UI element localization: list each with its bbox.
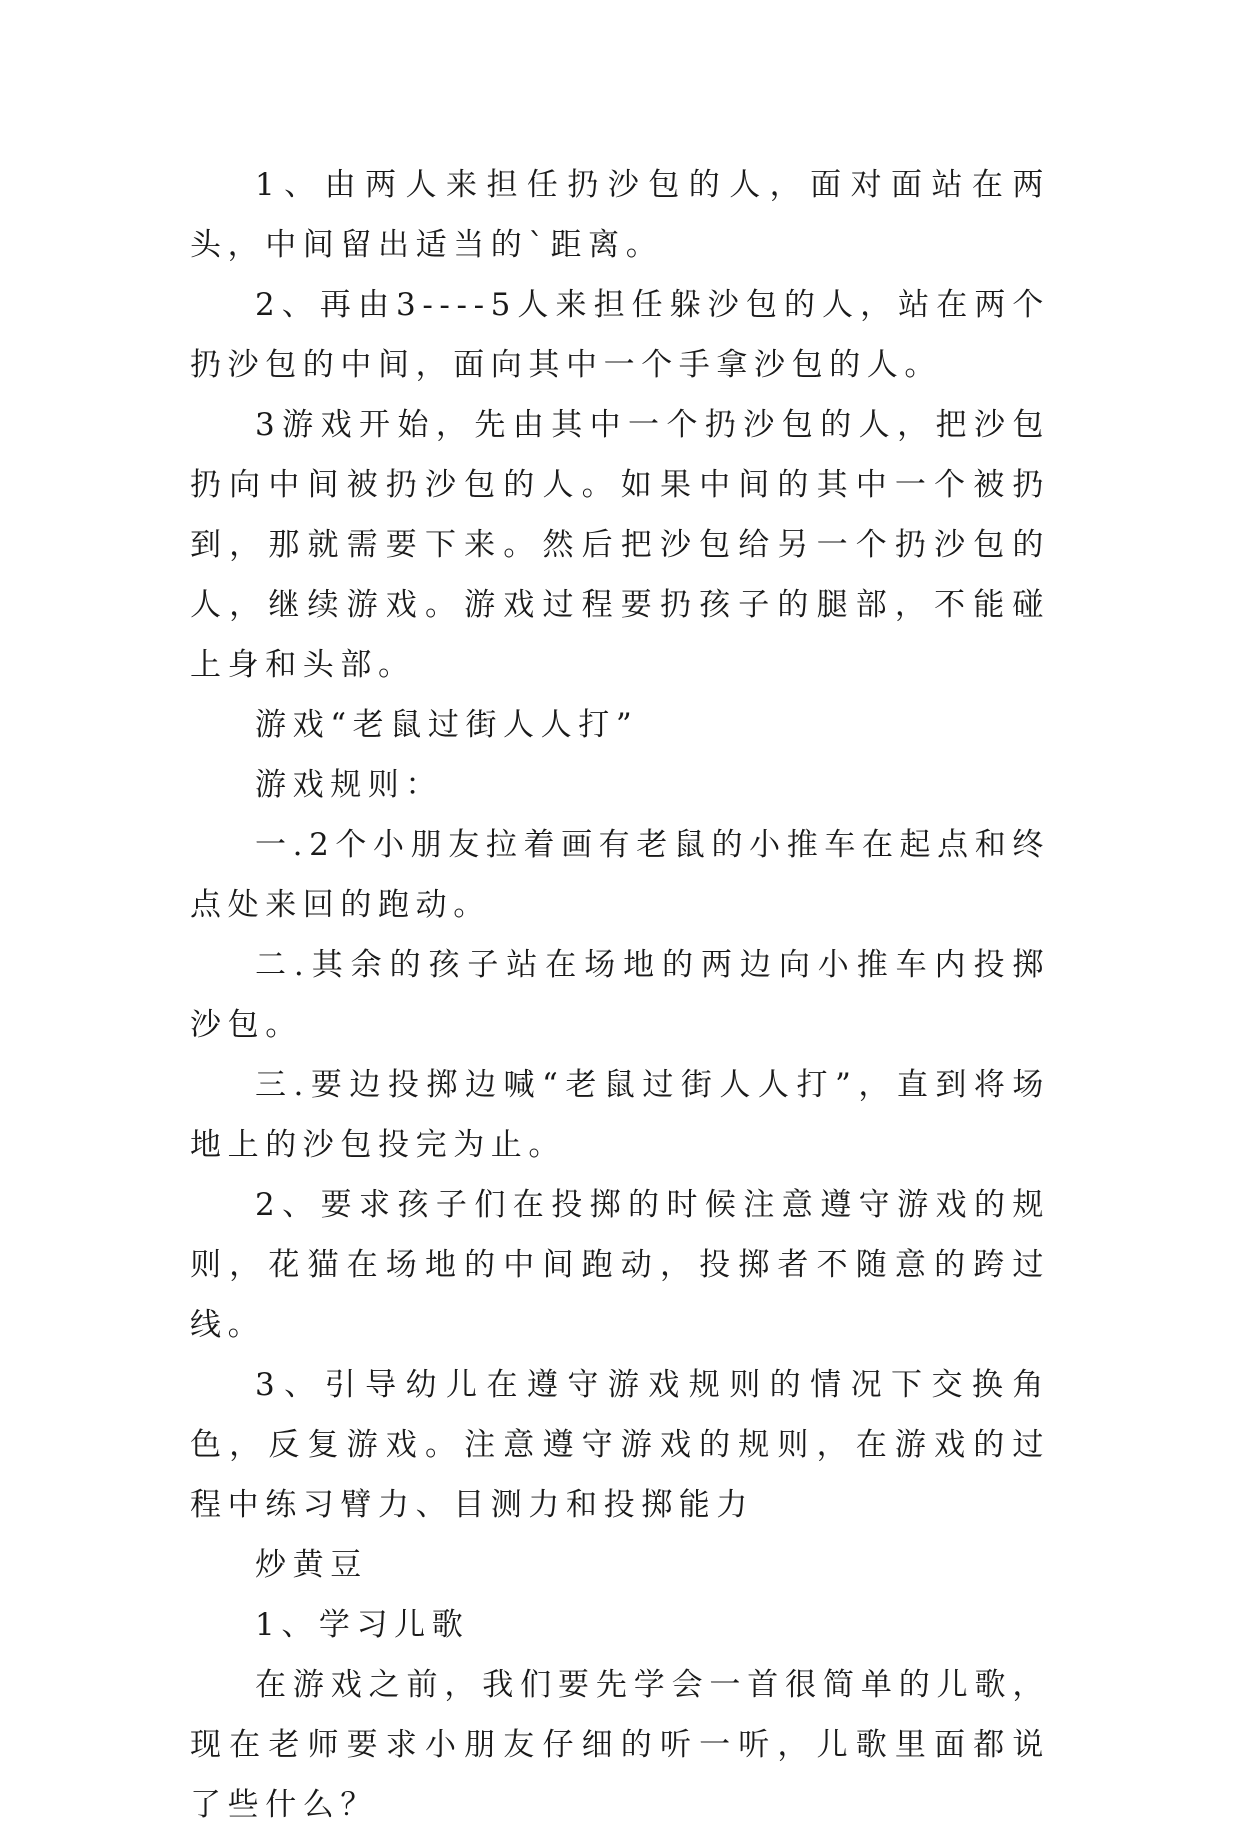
paragraph-section-title: 炒黄豆 [255,1547,368,1583]
paragraph-game-title: 游戏“老鼠过街人人打” [255,707,639,743]
paragraph-step-1: 1、学习儿歌 [255,1607,470,1643]
paragraph-guidance-3: 3、引导幼儿在遵守游戏规则的情况下交换角色，反复游戏。注意遵守游戏的规则，在游戏的过程中练习臂力、目测力和投掷能力 [190,1367,1050,1523]
paragraph-rule-2: 2、再由3----5人来担任躲沙包的人，站在两个扔沙包的中间，面向其中一个手拿沙包的人。 [190,287,1050,383]
paragraph-requirement-2: 2、要求孩子们在投掷的时候注意遵守游戏的规则，花猫在场地的中间跑动，投掷者不随意的跨过线。 [190,1187,1050,1343]
paragraph-rule-3: 3游戏开始，先由其中一个扔沙包的人，把沙包扔向中间被扔沙包的人。如果中间的其中一个被扔到，那就需要下来。然后把沙包给另一个扔沙包的人，继续游戏。游戏过程要扔孩子的腿部，不能碰上身和头部。 [190,407,1050,683]
paragraph-game-rule-one: 一.2个小朋友拉着画有老鼠的小推车在起点和终点处来回的跑动。 [190,827,1050,923]
paragraph-game-rule-three: 三.要边投掷边喊“老鼠过街人人打”，直到将场地上的沙包投完为止。 [190,1067,1050,1163]
paragraph-game-rule-two: 二.其余的孩子站在场地的两边向小推车内投掷沙包。 [190,947,1050,1043]
paragraph-intro: 在游戏之前，我们要先学会一首很简单的儿歌，现在老师要求小朋友仔细的听一听，儿歌里面都说了些什么？ [190,1667,1050,1823]
document-body [190,155,1050,1835]
paragraph-rule-1: 1、由两人来担任扔沙包的人，面对面站在两头，中间留出适当的`距离。 [190,167,1050,263]
paragraph-game-rules-heading: 游戏规则： [255,767,443,803]
